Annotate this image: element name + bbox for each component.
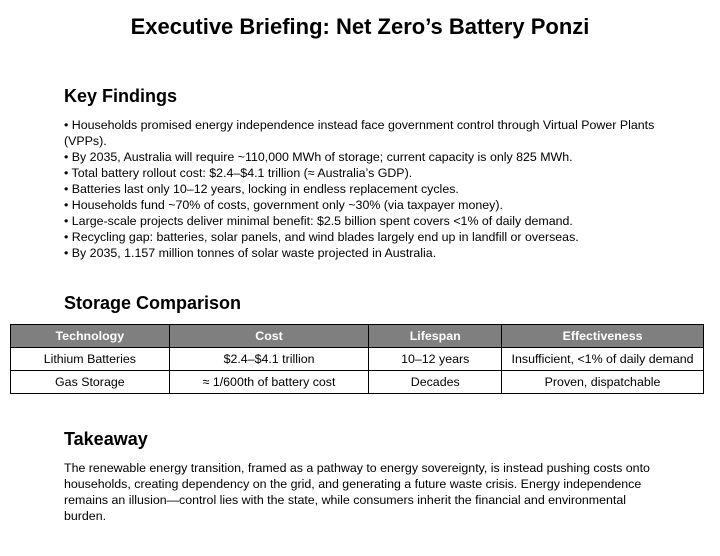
finding-item: • By 2035, Australia will require ~110,000 MWh of storage; current capacity is only 825 MWh.: [64, 150, 573, 164]
finding-item: • Recycling gap: batteries, solar panels, and wind blades largely end up in landfill or overseas.: [64, 230, 579, 244]
column-header-cost: Cost: [169, 325, 369, 348]
table-cell: Lithium Batteries: [11, 348, 170, 371]
storage-comparison-table: [10, 324, 704, 394]
table-header-row: [11, 325, 704, 348]
table-cell: Insufficient, <1% of daily demand: [502, 348, 704, 371]
key-findings-heading: Key Findings: [64, 86, 178, 106]
finding-item: • Large-scale projects deliver minimal benefit: $2.5 billion spent covers <1% of daily demand.: [64, 214, 573, 228]
table-cell: ≈ 1/600th of battery cost: [169, 371, 369, 394]
finding-item: • By 2035, 1.157 million tonnes of solar waste projected in Australia.: [64, 246, 437, 260]
page-title: Executive Briefing: Net Zero’s Battery Ponzi: [130, 14, 590, 39]
finding-item: • Batteries last only 10–12 years, locking in endless replacement cycles.: [64, 182, 459, 196]
finding-item: • Households fund ~70% of costs, government only ~30% (via taxpayer money).: [64, 198, 503, 212]
finding-item: • Households promised energy independence instead face government control through Virtual Power Plants (VPPs).: [64, 118, 655, 148]
takeaway-heading: Takeaway: [64, 429, 148, 449]
table-row: [11, 348, 704, 371]
table-row: [11, 371, 704, 394]
finding-item: • Total battery rollout cost: $2.4–$4.1 trillion (≈ Australia’s GDP).: [64, 166, 413, 180]
table-cell: 10–12 years: [369, 348, 502, 371]
column-header-effectiveness: Effectiveness: [502, 325, 704, 348]
table-cell: $2.4–$4.1 trillion: [169, 348, 369, 371]
table-cell: Gas Storage: [11, 371, 170, 394]
column-header-lifespan: Lifespan: [369, 325, 502, 348]
key-findings-list: [64, 117, 664, 261]
column-header-technology: Technology: [11, 325, 170, 348]
table-cell: Proven, dispatchable: [502, 371, 704, 394]
table-cell: Decades: [369, 371, 502, 394]
takeaway-paragraph: The renewable energy transition, framed as a pathway to energy sovereignty, is instead pushing costs onto households, creating dependency on the grid, and generating a future waste crisis. Energy independence remains an illusion—control lies with the state, while consumers inherit the financial and environmental burden.: [64, 461, 650, 523]
storage-comparison-heading: Storage Comparison: [64, 293, 242, 313]
